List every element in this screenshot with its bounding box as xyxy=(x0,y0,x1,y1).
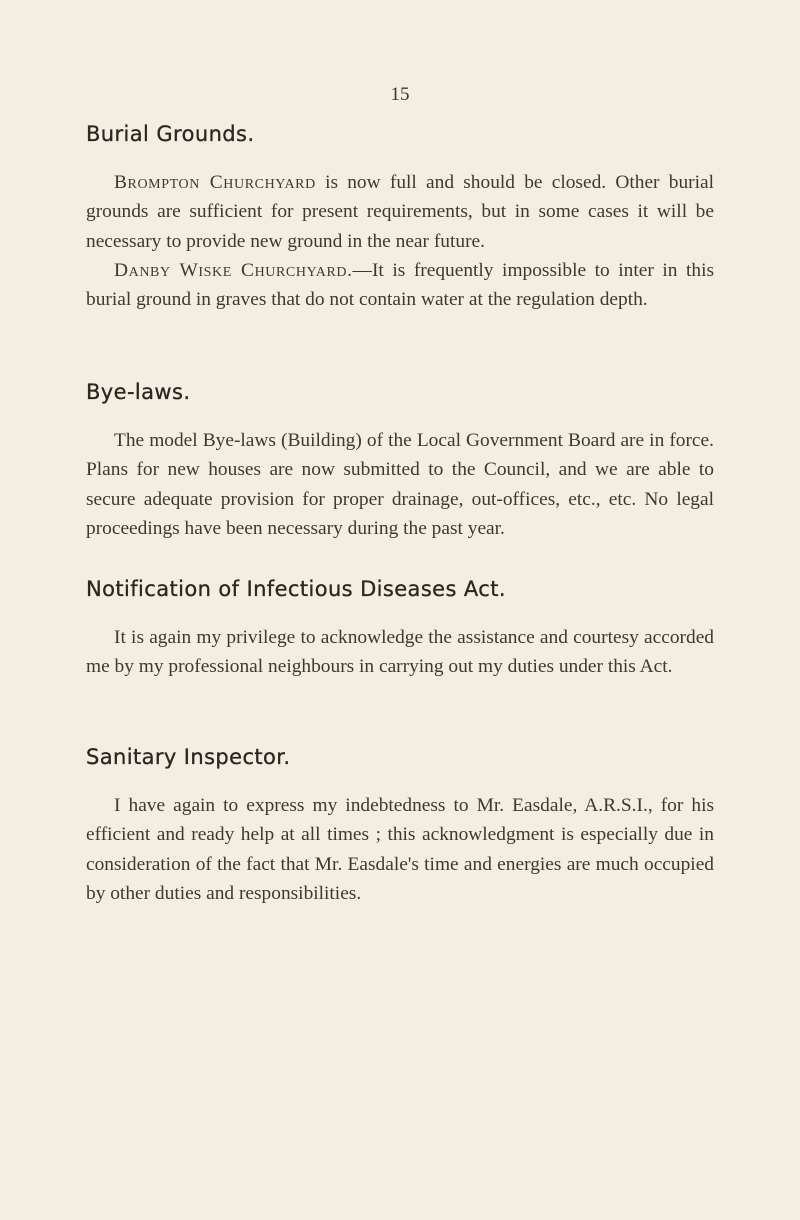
page-number: 15 xyxy=(390,84,410,105)
paragraph-lead: Brompton Churchyard xyxy=(114,172,316,193)
heading-bye-laws: Bye-laws. xyxy=(86,380,191,404)
paragraph-notification-act xyxy=(86,623,714,682)
paragraph-text: I have again to express my indebtedness to Mr. Easdale, A.R.S.I., for his efficient and ready help at all times ; this acknowledgment is especially due in consideration of the fact that Mr. Easdale's time and energies are much occupied by other duties and responsibilities. xyxy=(86,795,714,905)
heading-notification-act: Notification of Infectious Diseases Act. xyxy=(86,577,506,601)
paragraph-bye-laws xyxy=(86,426,714,544)
paragraph-danby-wiske-churchyard xyxy=(86,256,714,315)
paragraph-text: —It is frequently impossible to inter in this burial ground in graves that do not contain water at the regulation depth. xyxy=(86,260,714,311)
paragraph-text: is now full and should be closed. Other burial grounds are sufficient for present requirements, but in some cases it will be necessary to provide new ground in the near future. xyxy=(86,172,714,252)
paragraph-text: It is again my privilege to acknowledge the assistance and courtesy accorded me by my professional neighbours in carrying out my duties under this Act. xyxy=(86,627,714,678)
paragraph-text: The model Bye-laws (Building) of the Local Government Board are in force. Plans for new houses are now submitted to the Council, and we are able to secure adequate provision for proper drainage, out-offices, etc., etc. No legal proceedings have been necessary during the past year. xyxy=(86,430,714,540)
heading-burial-grounds: Burial Grounds. xyxy=(86,122,255,146)
paragraph-brompton-churchyard xyxy=(86,168,714,256)
paragraph-sanitary-inspector xyxy=(86,791,714,909)
heading-sanitary-inspector: Sanitary Inspector. xyxy=(86,745,291,769)
paragraph-lead: Danby Wiske Churchyard. xyxy=(114,260,353,281)
